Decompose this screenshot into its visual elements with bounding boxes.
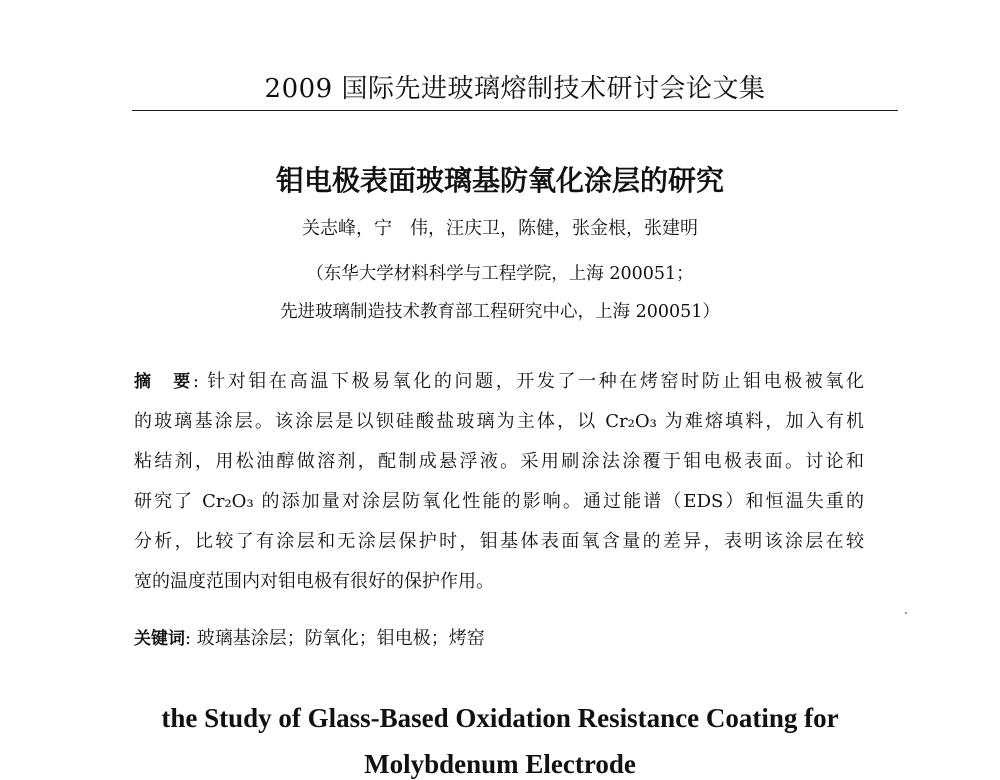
abstract-text-1: : 针对钼在高温下极易氧化的问题，开发了一种在烤窑时防止钼电极被氧化	[192, 371, 864, 392]
abstract-label: 摘 要	[134, 372, 193, 392]
running-header: 2009 国际先进玻璃熔制技术研讨会论文集	[264, 74, 766, 104]
keywords	[134, 624, 485, 650]
abstract-line-3: 粘结剂，用松油醇做溶剂，配制成悬浮液。采用刷涂法涂覆于钼电极表面。讨论和	[134, 451, 864, 472]
paper-title-cn: 钼电极表面玻璃基防氧化涂层的研究	[275, 164, 724, 197]
abstract-line-6: 宽的温度范围内对钼电极有很好的保护作用。	[134, 571, 494, 592]
scan-speck	[905, 612, 907, 614]
affiliation-line-2: 先进玻璃制造技术教育部工程研究中心，上海 200051）	[280, 302, 720, 322]
abstract-line-5: 分析，比较了有涂层和无涂层保护时，钼基体表面氧含量的差异，表明该涂层在较	[134, 531, 864, 552]
abstract-line-2: 的玻璃基涂层。该涂层是以钡硅酸盐玻璃为主体，以 Cr₂O₃ 为难熔填料，加入有机	[134, 411, 864, 432]
abstract-line-4: 研究了 Cr₂O₃ 的添加量对涂层防氧化性能的影响。通过能谱（EDS）和恒温失重的	[134, 491, 864, 512]
affiliation-line-1: （东华大学材料科学与工程学院，上海 200051；	[306, 264, 694, 284]
paper-title-en-line-2: Molybdenum Electrode	[364, 749, 636, 779]
abstract-line-1	[134, 370, 864, 410]
abstract	[134, 370, 864, 610]
paper-title-en-line-1: the Study of Glass-Based Oxidation Resistance Coating for	[161, 703, 839, 733]
header-rule	[132, 110, 898, 111]
keywords-text: : 玻璃基涂层；防氧化；钼电极；烤窑	[185, 628, 485, 649]
keywords-label: 关键词	[134, 629, 185, 649]
authors: 关志峰，宁 伟，汪庆卫，陈健，张金根，张建明	[302, 218, 698, 239]
